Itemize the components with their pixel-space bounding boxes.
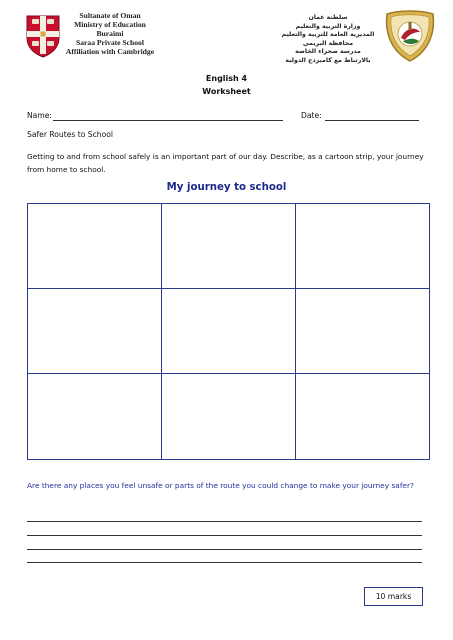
date-field[interactable] [325, 120, 419, 121]
header-ar-line-4: محافظة البريمي [302, 39, 354, 47]
cartoon-panel-1[interactable] [28, 204, 162, 289]
date-label: Date: [301, 111, 322, 120]
school-header-arabic [278, 14, 378, 66]
answer-line-1[interactable] [27, 521, 422, 522]
header-line-ministry: Ministry of Education [74, 19, 146, 29]
name-label: Name: [27, 111, 52, 120]
header-ar-line-6: بالارتباط مع كامبردج الدولية [285, 56, 371, 64]
name-field[interactable] [53, 120, 283, 121]
instructions-text: Getting to and from school safely is an important part of our day. Describe, as a cartoon strip, your journey from home to school. [27, 152, 424, 174]
cartoon-panel-3[interactable] [296, 204, 429, 289]
header-ar-line-3: المديرية العامة للتربية والتعليم [281, 31, 375, 39]
answer-line-4[interactable] [27, 562, 422, 563]
cartoon-strip-grid [27, 203, 430, 460]
header-line-school: Saraa Private School [76, 37, 144, 47]
answer-line-2[interactable] [27, 535, 422, 536]
header-line-country: Sultanate of Oman [79, 11, 141, 20]
worksheet-subject: English 4 [205, 74, 248, 83]
header-line-affiliation: Affiliation with Cambridge [65, 46, 155, 56]
cartoon-panel-8[interactable] [162, 374, 296, 459]
header-ar-line-5: مدرسة صحراء الخاصة [295, 48, 361, 56]
strip-heading: My journey to school [166, 182, 287, 193]
header-ar-line-1: سلطنة عمان [308, 14, 348, 21]
cartoon-panel-5[interactable] [162, 289, 296, 374]
worksheet-type: Worksheet [202, 87, 251, 96]
cartoon-panel-7[interactable] [28, 374, 162, 459]
marks-box: 10 marks [364, 587, 423, 606]
cartoon-panel-2[interactable] [162, 204, 296, 289]
cartoon-panel-9[interactable] [296, 374, 429, 459]
school-crest-icon [25, 14, 61, 58]
school-header-english [62, 12, 158, 57]
answer-line-3[interactable] [27, 549, 422, 550]
cartoon-panel-4[interactable] [28, 289, 162, 374]
topic-title: Safer Routes to School [27, 130, 114, 139]
safety-question: Are there any places you feel unsafe or parts of the route you could change to make your journey safer? [27, 481, 414, 490]
cartoon-panel-6[interactable] [296, 289, 429, 374]
header-line-city: Buraimi [96, 28, 124, 38]
header-ar-line-2: وزارة التربية والتعليم [295, 22, 361, 30]
ministry-shield-emblem-icon [381, 8, 439, 64]
